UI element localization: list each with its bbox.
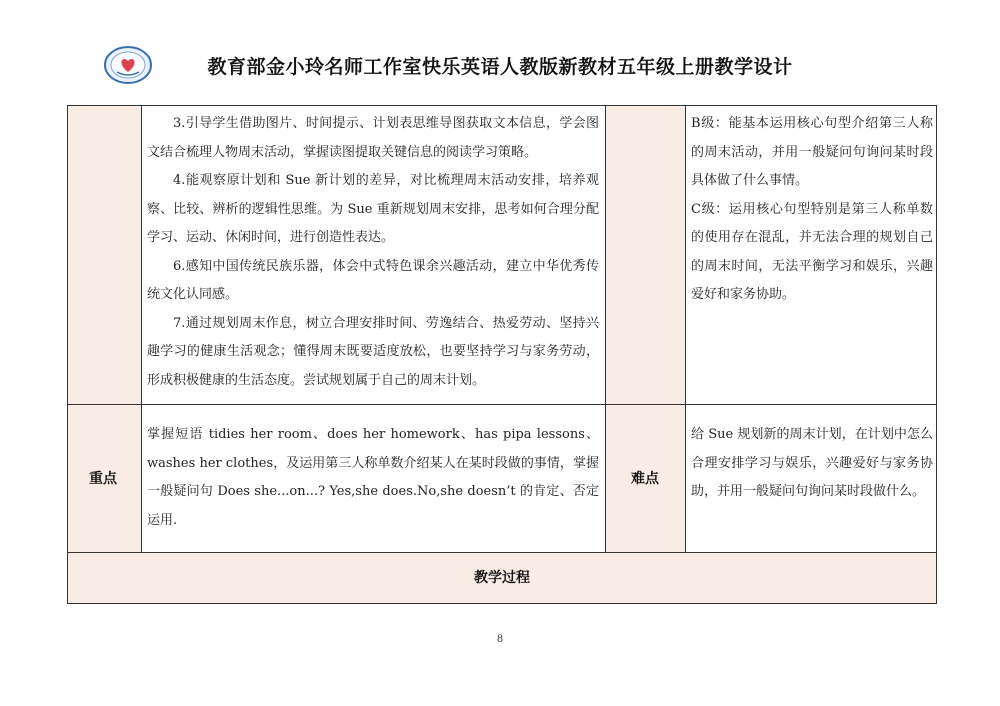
difficult-points-text: 给 Sue 规划新的周末计划，在计划中怎么合理安排学习与娱乐，兴趣爱好与家务协助，并用一般疑问句询问某时段做什么。 xyxy=(691,427,933,499)
evaluation-content xyxy=(691,110,933,310)
table-row-divider xyxy=(67,552,937,553)
table-border-bottom xyxy=(67,603,937,604)
objectives-label-cell xyxy=(67,105,141,404)
lesson-plan-table xyxy=(67,105,937,604)
objective-item: 6.感知中国传统民族乐器，体会中式特色课余兴趣活动，建立中华优秀传统文化认同感。 xyxy=(147,258,599,302)
objective-item: 4.能观察原计划和 Sue 新计划的差异，对比梳理周末活动安排，培养观察、比较、辨析的逻辑性思维。为 Sue 重新规划周末安排，思考如何合理分配学习、运动、休闲时间，进行创造性表达。 xyxy=(147,173,599,245)
key-points-label: 重点 xyxy=(89,471,117,487)
table-border-right xyxy=(936,105,937,604)
objectives-content xyxy=(147,110,599,395)
evaluation-label-cell xyxy=(605,105,685,404)
table-row-divider xyxy=(67,404,937,405)
process-title: 教学过程 xyxy=(474,570,530,586)
table-col-divider xyxy=(605,105,606,552)
difficult-points-content xyxy=(691,421,933,507)
key-points-content xyxy=(147,421,599,535)
table-col-divider xyxy=(141,105,142,552)
objective-item: 3.引导学生借助图片、时间提示、计划表思维导图获取文本信息，学会图文结合梳理人物周末活动，掌握读图提取关键信息的阅读学习策略。 xyxy=(147,116,599,160)
table-border-left xyxy=(67,105,68,604)
table-col-divider xyxy=(685,105,686,552)
table-border-top xyxy=(67,105,937,106)
page-number: 8 xyxy=(496,634,504,645)
evaluation-item: C级：运用核心句型特别是第三人称单数的使用存在混乱，并无法合理的规划自己的周末时间，无法平衡学习和娱乐，兴趣爱好和家务协助。 xyxy=(691,201,933,302)
key-points-text: 掌握短语 tidies her room、does her homework、has pipa lessons、washes her clothes，及运用第三人称单数介绍某人在某时段做的事情，掌握一般疑问句 Does she...on...? Yes,she does.No,she doesn’t 的肯定、否定运用. xyxy=(147,427,599,528)
evaluation-item: B级：能基本运用核心句型介绍第三人称的周末活动，并用一般疑问句询问某时段具体做了什么事情。 xyxy=(691,116,933,188)
objective-item: 7.通过规划周末作息，树立合理安排时间、劳逸结合、热爱劳动、坚持兴趣学习的健康生活观念；懂得周末既要适度放松，也要坚持学习与家务劳动，形成积极健康的生活态度。尝试规划属于自己的周末计划。 xyxy=(147,315,599,388)
difficult-points-label: 难点 xyxy=(631,471,659,487)
document-title: 教育部金小玲名师工作室快乐英语人教版新教材五年级上册教学设计 xyxy=(207,56,793,78)
